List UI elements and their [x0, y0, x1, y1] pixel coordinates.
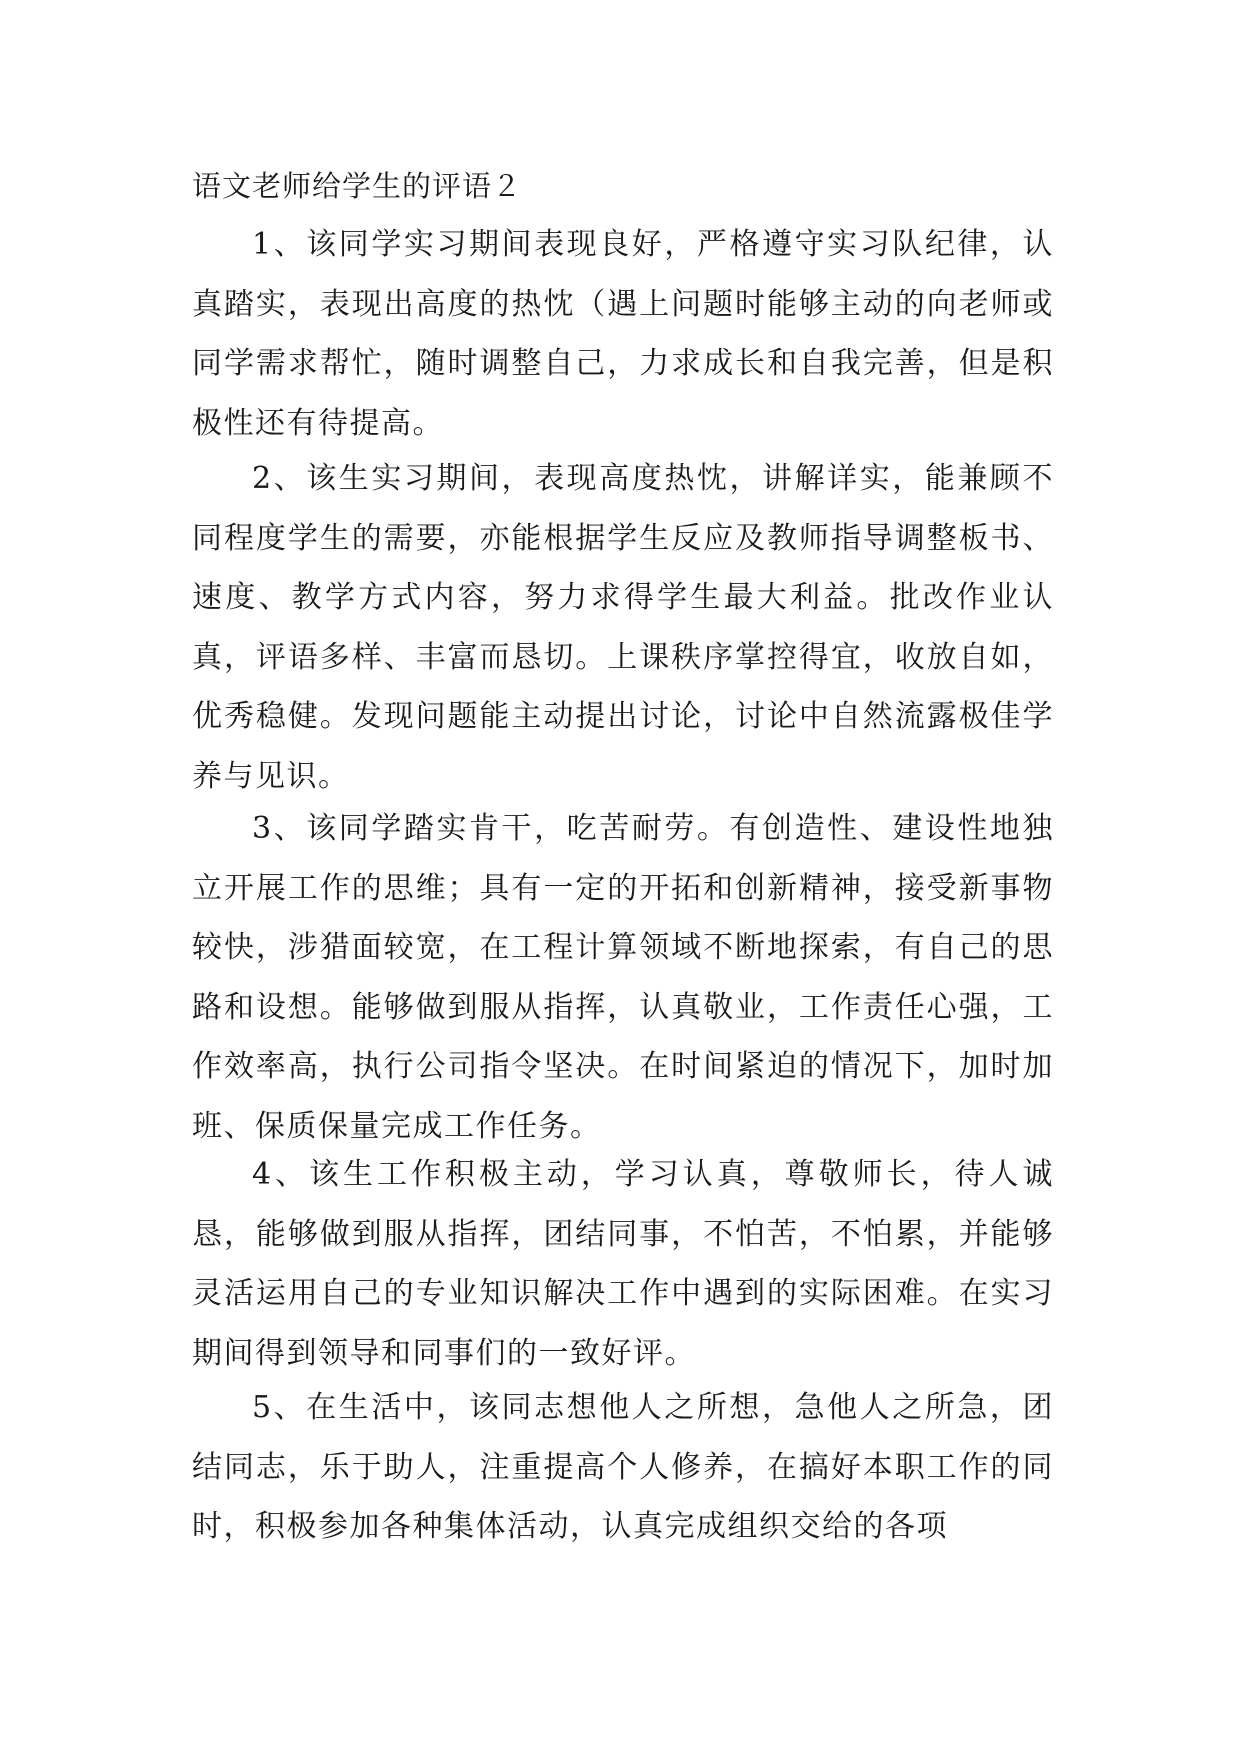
document-title: 语文老师给学生的评语２	[192, 169, 523, 203]
comment-paragraph-3: 3、该同学踏实肯干，吃苦耐劳。有创造性、建设性地独立开展工作的思维；具有一定的开拓和创新精神，接受新事物较快，涉猎面较宽，在工程计算领域不断地探索，有自己的思路和设想。能够做到服从指挥，认真敬业，工作责任心强，工作效率高，执行公司指令坚决。在时间紧迫的情况下，加时加班、保质保量完成工作任务。	[192, 811, 1054, 1144]
comment-paragraph-2: 2、该生实习期间，表现高度热忱，讲解详实，能兼顾不同程度学生的需要，亦能根据学生反应及教师指导调整板书、速度、教学方式内容，努力求得学生最大利益。批改作业认真，评语多样、丰富而恳切。上课秩序掌控得宜，收放自如，优秀稳健。发现问题能主动提出讨论，讨论中自然流露极佳学养与见识。	[192, 461, 1054, 794]
comment-paragraph-4: 4、该生工作积极主动，学习认真，尊敬师长，待人诚恳，能够做到服从指挥，团结同事，不怕苦，不怕累，并能够灵活运用自己的专业知识解决工作中遇到的实际困难。在实习期间得到领导和同事们的一致好评。	[192, 1157, 1054, 1371]
comment-paragraph-5: 5、在生活中，该同志想他人之所想，急他人之所急，团结同志，乐于助人，注重提高个人修养，在搞好本职工作的同时，积极参加各种集体活动，认真完成组织交给的各项	[192, 1390, 1054, 1544]
comment-paragraph-1: 1、该同学实习期间表现良好，严格遵守实习队纪律，认真踏实，表现出高度的热忱（遇上问题时能够主动的向老师或同学需求帮忙，随时调整自己，力求成长和自我完善，但是积极性还有待提高。	[192, 227, 1054, 441]
